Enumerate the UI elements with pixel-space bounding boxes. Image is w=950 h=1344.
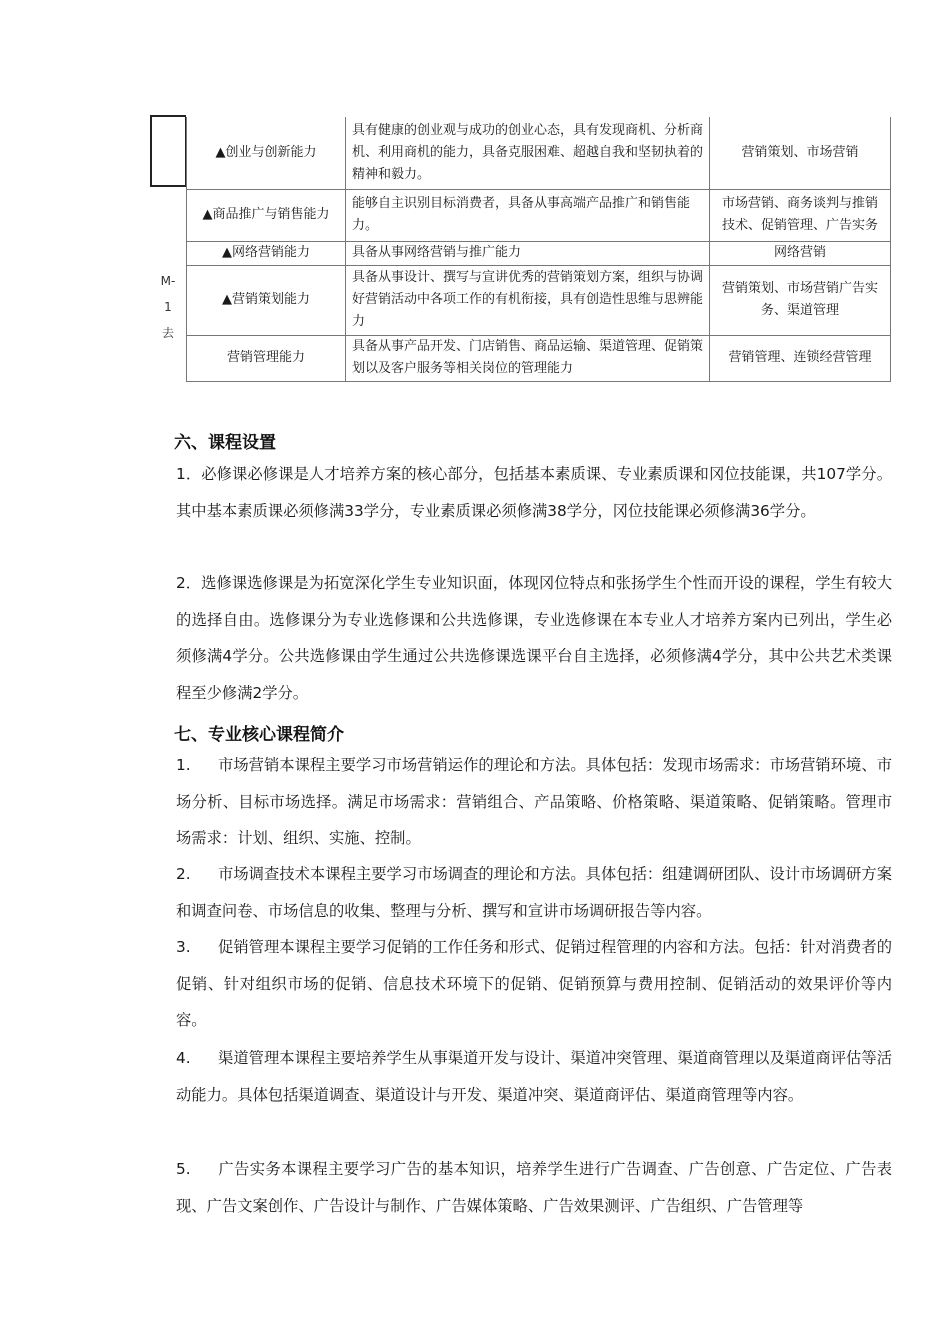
course-text: 渠道管理本课程主要培养学生从事渠道开发与设计、渠道冲突管理、渠道商管理以及渠道商评估等活动能力。具体包括渠道调查、渠道设计与开发、渠道冲突、渠道商评估、渠道商管理等内容。	[176, 1049, 892, 1104]
course-number: 2.	[176, 865, 191, 883]
ability-course: 市场营销、商务谈判与推销技术、促销管理、广告实务	[710, 189, 891, 241]
paragraph-text: 2．选修课选修课是为拓宽深化学生专业知识面，体现冈位特点和张扬学生个性而开设的课程，学生有较大的选择自由。选修课分为专业选修课和公共选修课，专业选修课在本专业人才培养方案内已列出，学生必须修满4学分。公共选修课由学生通过公共选修课选课平台自主选择，必须修满4学分，其中公共艺术类课程至少修满2学分。	[176, 574, 892, 702]
side-box	[150, 115, 186, 187]
table-row	[187, 265, 891, 335]
course-item-1	[140, 747, 892, 857]
course-text: 市场营销本课程主要学习市场营销运作的理论和方法。具体包括：发现市场需求：市场营销环境、市场分析、目标市场选择。满足市场需求：营销组合、产品策略、价格策略、渠道策略、促销策略。管理市场需求：计划、组织、实施、控制。	[176, 756, 892, 847]
ability-desc: 具备从事产品开发、门店销售、商品运输、渠道管理、促销策划以及客户服务等相关岗位的管理能力	[346, 335, 710, 381]
ability-course: 营销策划、市场营销广告实务、渠道管理	[710, 265, 891, 335]
section-6-paragraph-1	[140, 456, 892, 529]
ability-name: ▲网络营销能力	[187, 241, 346, 265]
table-row	[187, 189, 891, 241]
paragraph-text: 1．必修课必修课是人才培养方案的核心部分，包括基本素质课、专业素质课和冈位技能课，共107学分。其中基本素质课必须修满33学分，专业素质课必须修满38学分，冈位技能课必须修满36学分。	[176, 465, 892, 520]
course-item-5	[140, 1151, 892, 1224]
ability-course: 营销管理、连锁经营管理	[710, 335, 891, 381]
ability-table	[186, 117, 891, 382]
ability-desc: 具有健康的创业观与成功的创业心态，具有发现商机、分析商机、利用商机的能力，具备克服困难、超越自我和坚韧执着的精神和毅力。	[346, 117, 710, 189]
section-7-heading: 七、专业核心课程简介	[174, 725, 344, 745]
table-row	[187, 335, 891, 381]
course-item-2	[140, 856, 892, 929]
ability-course: 网络营销	[710, 241, 891, 265]
ability-name: ▲创业与创新能力	[187, 117, 346, 189]
ability-course: 营销策划、市场营销	[710, 117, 891, 189]
ability-name: ▲商品推广与销售能力	[187, 189, 346, 241]
ability-name: ▲营销策划能力	[187, 265, 346, 335]
table-row	[187, 117, 891, 189]
ability-desc: 能够自主识别目标消费者，具备从事高端产品推广和销售能力。	[346, 189, 710, 241]
ability-desc: 具备从事设计、撰写与宣讲优秀的营销策划方案，组织与协调好营销活动中各项工作的有机衔接，具有创造性思维与思辨能力	[346, 265, 710, 335]
ability-desc: 具备从事网络营销与推广能力	[346, 241, 710, 265]
table-row	[187, 241, 891, 265]
ability-name: 营销管理能力	[187, 335, 346, 381]
course-item-4	[140, 1040, 892, 1113]
section-6-paragraph-2	[140, 565, 892, 711]
course-text: 广告实务本课程主要学习广告的基本知识，培养学生进行广告调查、广告创意、广告定位、广告表现、广告文案创作、广告设计与制作、广告媒体策略、广告效果测评、广告组织、广告管理等	[176, 1160, 892, 1215]
course-text: 市场调查技术本课程主要学习市场调查的理论和方法。具体包括：组建调研团队、设计市场调研方案和调查问卷、市场信息的收集、整理与分析、撰写和宣讲市场调研报告等内容。	[176, 865, 892, 920]
course-text: 促销管理本课程主要学习促销的工作任务和形式、促销过程管理的内容和方法。包括：针对消费者的促销、针对组织市场的促销、信息技术环境下的促销、促销预算与费用控制、促销活动的效果评价等内容。	[176, 938, 892, 1029]
course-item-3	[140, 929, 892, 1039]
course-number: 1.	[176, 756, 191, 774]
course-number: 3.	[176, 938, 191, 956]
course-number: 4.	[176, 1049, 191, 1067]
course-number: 5.	[176, 1160, 191, 1178]
side-mark: M-1 去	[160, 274, 176, 340]
section-6-heading: 六、课程设置	[174, 433, 276, 453]
